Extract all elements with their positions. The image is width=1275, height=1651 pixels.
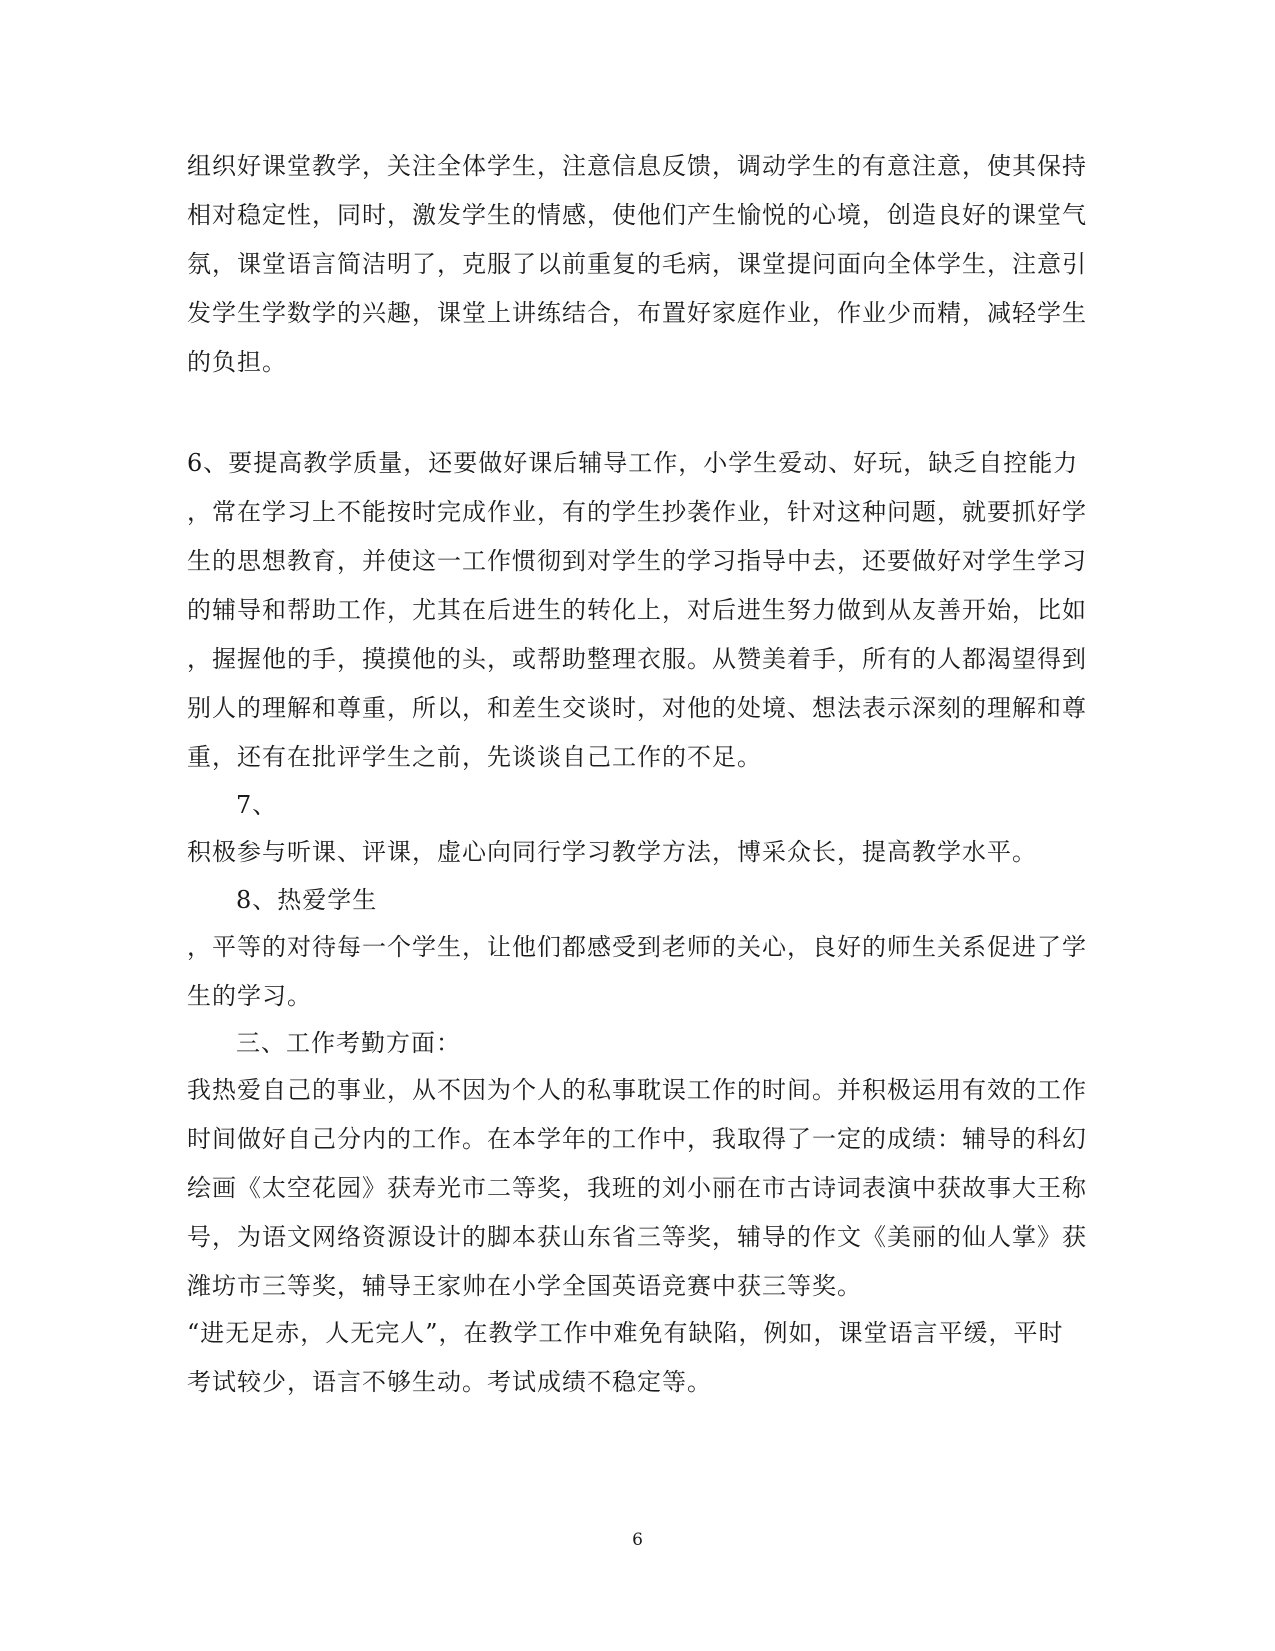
- text-line: 发学生学数学的兴趣，课堂上讲练结合，布置好家庭作业，作业少而精，减轻学生: [187, 299, 1087, 327]
- text-line: ，常在学习上不能按时完成作业，有的学生抄袭作业，针对这种问题，就要抓好学: [187, 498, 1087, 526]
- text-line: ，平等的对待每一个学生，让他们都感受到老师的关心，良好的师生关系促进了学: [187, 933, 1087, 961]
- item-number: 7、: [236, 791, 278, 819]
- text-line: 潍坊市三等奖，辅导王家帅在小学全国英语竞赛中获三等奖。: [187, 1272, 862, 1300]
- text-line: 我热爱自己的事业，从不因为个人的私事耽误工作的时间。并积极运用有效的工作: [187, 1076, 1087, 1104]
- text-line: 重，还有在批评学生之前，先谈谈自己工作的不足。: [187, 743, 762, 771]
- item-heading: 8、热爱学生: [236, 886, 378, 914]
- text-line: 氛，课堂语言简洁明了，克服了以前重复的毛病，课堂提问面向全体学生，注意引: [187, 250, 1087, 278]
- text-line: ，握握他的手，摸摸他的头，或帮助整理衣服。从赞美着手，所有的人都渴望得到: [187, 645, 1087, 673]
- text-line: 的负担。: [187, 348, 287, 376]
- text-line: 6、要提高教学质量，还要做好课后辅导工作，小学生爱动、好玩，缺乏自控能力: [187, 449, 1079, 477]
- text-line: 别人的理解和尊重，所以，和差生交谈时，对他的处境、想法表示深刻的理解和尊: [187, 694, 1087, 722]
- page-number: 6: [632, 1530, 643, 1550]
- text-line: 生的学习。: [187, 982, 312, 1010]
- text-line: 生的思想教育，并使这一工作惯彻到对学生的学习指导中去，还要做好对学生学习: [187, 547, 1087, 575]
- text-line: 绘画《太空花园》获寿光市二等奖，我班的刘小丽在市古诗词表演中获故事大王称: [187, 1174, 1087, 1202]
- text-line: 相对稳定性，同时，激发学生的情感，使他们产生愉悦的心境，创造良好的课堂气: [187, 201, 1087, 229]
- text-line: 的辅导和帮助工作，尤其在后进生的转化上，对后进生努力做到从友善开始，比如: [187, 596, 1087, 624]
- text-line: 时间做好自己分内的工作。在本学年的工作中，我取得了一定的成绩：辅导的科幻: [187, 1125, 1087, 1153]
- text-line: 组织好课堂教学，关注全体学生，注意信息反馈，调动学生的有意注意，使其保持: [187, 152, 1087, 180]
- text-line: 积极参与听课、评课，虚心向同行学习教学方法，博采众长，提高教学水平。: [187, 838, 1037, 866]
- section-heading: 三、工作考勤方面：: [236, 1029, 461, 1057]
- text-line: “进无足赤，人无完人”，在教学工作中难免有缺陷，例如，课堂语言平缓，平时: [187, 1319, 1064, 1347]
- text-line: 号，为语文网络资源设计的脚本获山东省三等奖，辅导的作文《美丽的仙人掌》获: [187, 1223, 1087, 1251]
- text-line: 考试较少，语言不够生动。考试成绩不稳定等。: [187, 1368, 712, 1396]
